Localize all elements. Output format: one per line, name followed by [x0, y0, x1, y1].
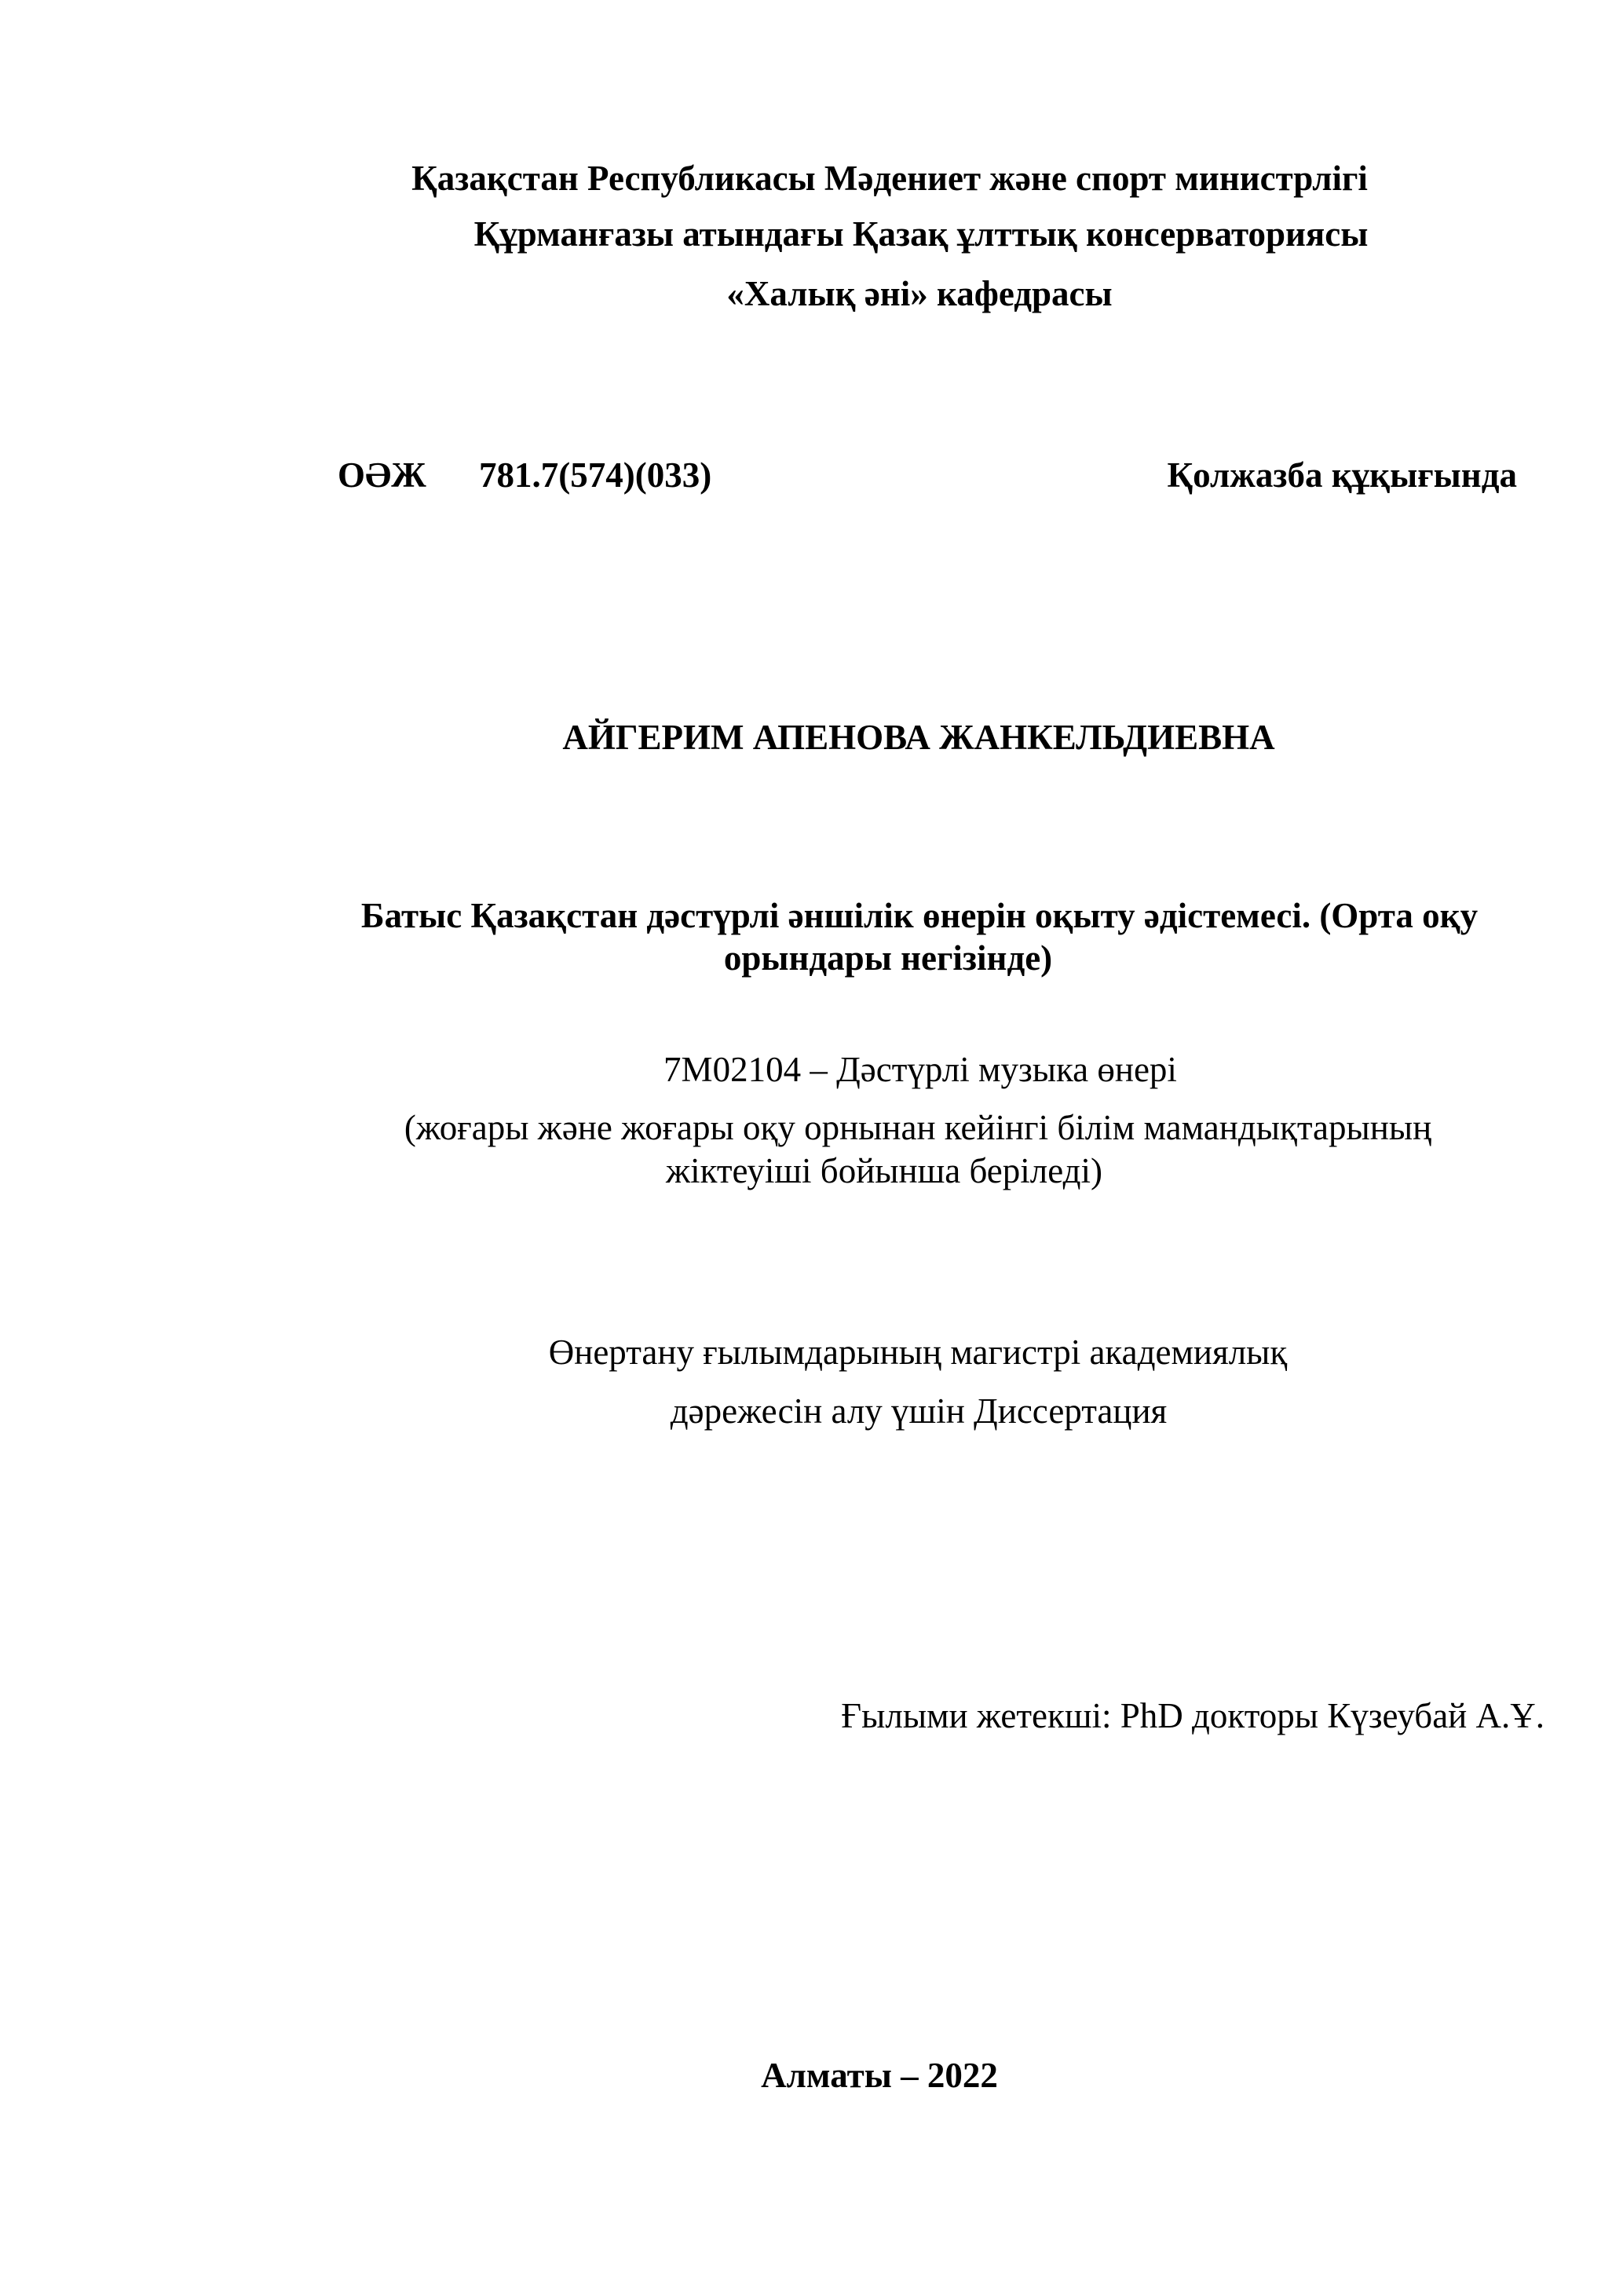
- thesis-title-line-1: Батыс Қазақстан дәстүрлі әншілік өнерін оқыту әдістемесі. (Орта оқу: [360, 896, 1479, 935]
- department-heading: «Халық әні» кафедрасы: [726, 274, 1113, 313]
- ministry-heading: Қазақстан Республикасы Мәдениет және спорт министрлігі: [411, 159, 1368, 198]
- udc-label: ОӘЖ: [338, 455, 426, 495]
- author-name: АЙГЕРИМ АПЕНОВА ЖАНКЕЛЬДИЕВНА: [562, 718, 1275, 757]
- specialty-code: 7М02104 – Дәстүрлі музыка өнері: [663, 1050, 1177, 1089]
- thesis-title-line-2: орындары негізінде): [723, 938, 1053, 978]
- degree-line-2: дәрежесін алу үшін Диссертация: [670, 1391, 1168, 1431]
- manuscript-rights-note: Қолжазба құқығында: [1167, 455, 1517, 495]
- city-year: Алматы – 2022: [761, 2056, 998, 2095]
- udc-code: 781.7(574)(033): [479, 455, 712, 495]
- specialty-note-line-1: (жоғары және жоғары оқу орнынан кейінгі білім мамандықтарының: [404, 1108, 1432, 1147]
- degree-line-1: Өнертану ғылымдарының магистрі академиялық: [548, 1333, 1288, 1372]
- scientific-supervisor: Ғылыми жетекші: PhD докторы Күзеубай А.Ұ.: [841, 1696, 1544, 1735]
- conservatory-heading: Құрманғазы атындағы Қазақ ұлттық консерваториясы: [473, 214, 1369, 254]
- specialty-note-line-2: жіктеуіші бойынша беріледі): [666, 1151, 1102, 1190]
